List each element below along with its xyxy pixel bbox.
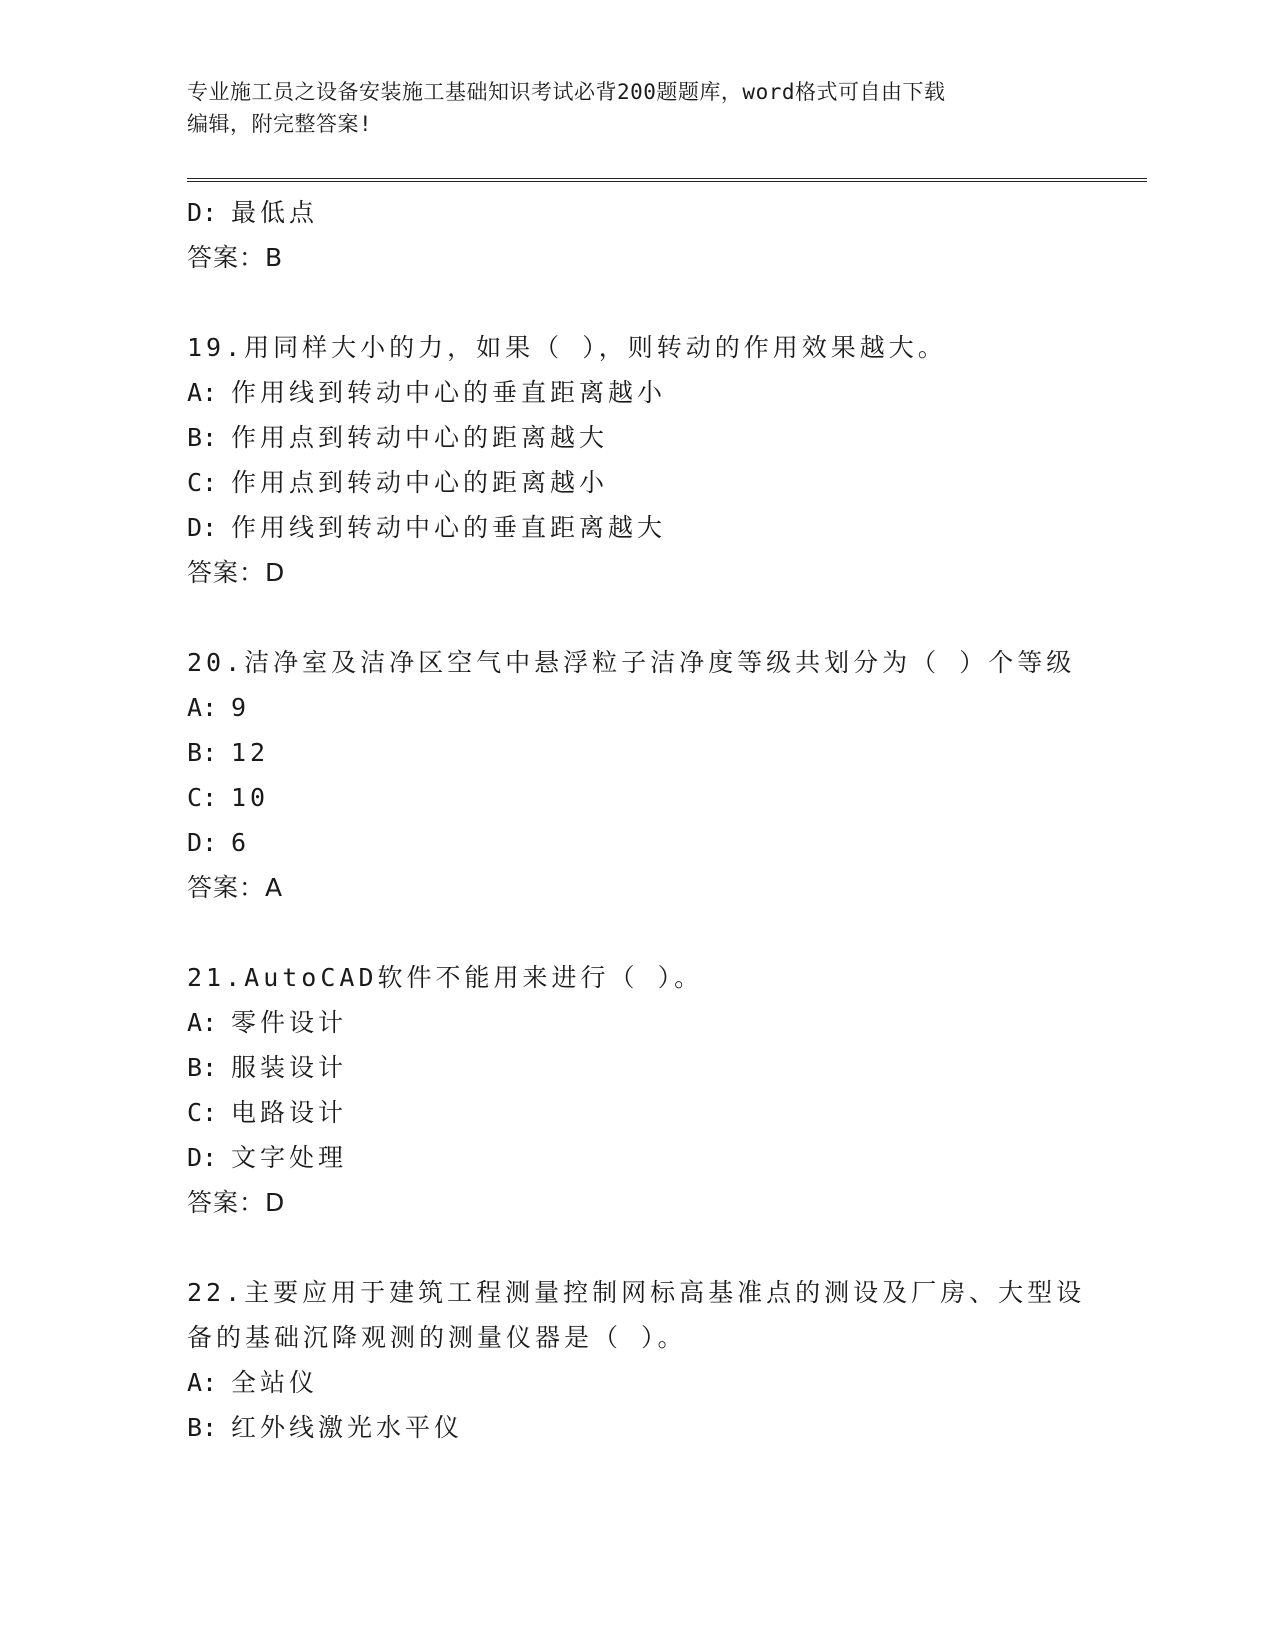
option-text: 电路设计 [231, 1098, 348, 1127]
option-label: B: [187, 1413, 218, 1442]
option-text: 9 [231, 693, 251, 722]
header-divider [187, 178, 1147, 182]
option-text: 文字处理 [231, 1143, 348, 1172]
option-label: C: [187, 468, 218, 497]
option-text: 作用线到转动中心的垂直距离越大 [231, 513, 667, 542]
header-title-line-2: 编辑，附完整答案! [187, 112, 373, 136]
option-label: C: [187, 1098, 218, 1127]
option-label: A: [187, 1368, 218, 1397]
option-text: 零件设计 [231, 1008, 348, 1037]
option-text: 作用点到转动中心的距离越大 [231, 423, 609, 452]
option-text: 10 [231, 783, 270, 812]
q18-option-d [187, 190, 1147, 235]
option-label: D: [187, 828, 218, 857]
q21-answer: 答案：D [187, 1188, 286, 1217]
q20-option-b [187, 730, 1147, 775]
option-label: B: [187, 1053, 218, 1082]
option-text: 全站仪 [231, 1368, 319, 1397]
q19-option-c [187, 460, 1147, 505]
option-text: 6 [231, 828, 251, 857]
option-label: B: [187, 738, 218, 767]
option-label: D: [187, 198, 218, 227]
document-header [187, 76, 1067, 140]
q21-option-d [187, 1135, 1147, 1180]
q21-option-c [187, 1090, 1147, 1135]
option-text: 作用线到转动中心的垂直距离越小 [231, 378, 667, 407]
spacer [187, 280, 1147, 325]
spacer [187, 910, 1147, 955]
q20-option-a [187, 685, 1147, 730]
option-label: A: [187, 693, 218, 722]
q21-option-b [187, 1045, 1147, 1090]
option-label: B: [187, 423, 218, 452]
option-label: A: [187, 378, 218, 407]
spacer [187, 595, 1147, 640]
question-list [187, 190, 1147, 1450]
option-text: 最低点 [231, 198, 319, 227]
option-text: 红外线激光水平仪 [231, 1413, 464, 1442]
q19-option-a [187, 370, 1147, 415]
option-text: 服装设计 [231, 1053, 348, 1082]
q20-answer: 答案：A [187, 873, 284, 902]
document-page [187, 0, 1147, 1650]
option-label: A: [187, 1008, 218, 1037]
q19-option-b [187, 415, 1147, 460]
q22-option-a [187, 1360, 1147, 1405]
q22-stem-line-1: 22.主要应用于建筑工程测量控制网标高基准点的测设及厂房、大型设 [187, 1278, 1086, 1307]
q20-option-d [187, 820, 1147, 865]
q19-stem: 19.用同样大小的力，如果（ ），则转动的作用效果越大。 [187, 333, 947, 362]
q20-option-c [187, 775, 1147, 820]
option-label: D: [187, 1143, 218, 1172]
option-label: D: [187, 513, 218, 542]
q22-option-b [187, 1405, 1147, 1450]
q22-stem-line-2: 备的基础沉降观测的测量仪器是（ ）。 [187, 1323, 687, 1352]
spacer [187, 1225, 1147, 1270]
q21-stem: 21.AutoCAD软件不能用来进行（ ）。 [187, 963, 704, 992]
q18-answer: 答案：B [187, 243, 284, 272]
q20-stem: 20.洁净室及洁净区空气中悬浮粒子洁净度等级共划分为（ ）个等级 [187, 648, 1076, 677]
header-title-line-1: 专业施工员之设备安装施工基础知识考试必背200题题库，word格式可自由下载 [187, 80, 946, 104]
q21-option-a [187, 1000, 1147, 1045]
q19-option-d [187, 505, 1147, 550]
option-text: 12 [231, 738, 270, 767]
option-label: C: [187, 783, 218, 812]
q19-answer: 答案：D [187, 558, 286, 587]
option-text: 作用点到转动中心的距离越小 [231, 468, 609, 497]
